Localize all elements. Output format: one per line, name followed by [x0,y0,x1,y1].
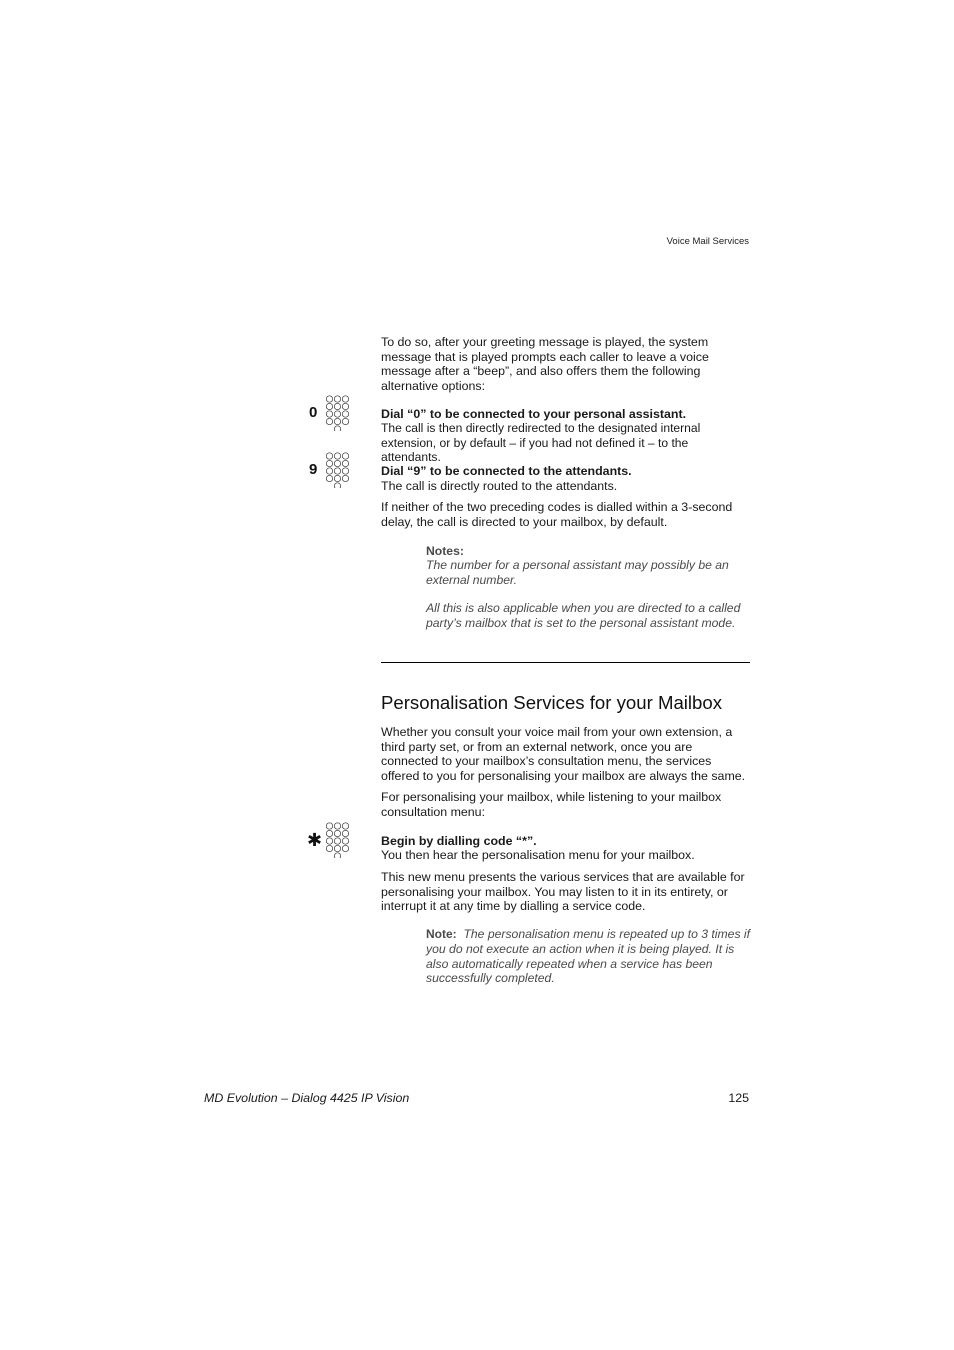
default-paragraph: If neither of the two preceding codes is dialled within a 3-second delay, the call is directed to your mailbox, by default. [381,500,733,529]
section-paragraph-2: For personalising your mailbox, while listening to your mailbox consultation menu: [381,790,722,819]
intro-paragraph: To do so, after your greeting message is played, the system message that is played prompts each caller to leave a voice message after a “beep”, and also offers them the following alternative options: [381,335,709,393]
note-item-2: All this is also applicable when you are directed to a called party’s mailbox that is set to the personal assistant mode. [426,601,741,630]
footer-title: MD Evolution – Dialog 4425 IP Vision [204,1091,410,1105]
running-header: Voice Mail Services [666,236,749,247]
section-note-label: Note: [426,927,457,941]
section-note-text: The personalisation menu is repeated up to 3 times if you do not execute an action when it is being played. It is also automatically repeated when a service has been successfully completed. [426,927,751,986]
step-title: Begin by dialling code “*”. [381,834,537,848]
option-9-title: Dial “9” to be connected to the attendants. [381,464,632,478]
notes-label: Notes: [426,544,464,558]
note-item-1: The number for a personal assistant may possibly be an external number. [426,558,729,587]
key-9-label: 9 [309,461,318,478]
option-0-title: Dial “0” to be connected to your personal assistant. [381,407,687,421]
section-title: Personalisation Services for your Mailbox [381,692,723,713]
section-note [426,927,756,986]
section-paragraph-1: Whether you consult your voice mail from your own extension, a third party set, or from an external network, once you are connected to your mailbox’s consultation menu, the services offered to you for personalising your mailbox are always the same. [381,725,746,783]
keypad-icon [325,822,351,858]
page-number: 125 [728,1091,749,1105]
option-0-text: The call is then directly redirected to the designated internal extension, or by default – if you had not defined it – to the attendants. [381,421,701,465]
keypad-icon [325,395,351,431]
key-0-label: 0 [309,404,318,421]
section-divider [381,662,750,663]
star-key-icon: ✱ [307,830,323,850]
option-9-text: The call is directly routed to the attendants. [381,479,618,493]
section-paragraph-3: This new menu presents the various services that are available for personalising your mailbox. You may listen to it in its entirety, or interrupt it at any time by dialling a service code. [381,870,745,914]
keypad-icon [325,452,351,488]
step-text: You then hear the personalisation menu for your mailbox. [381,848,695,862]
